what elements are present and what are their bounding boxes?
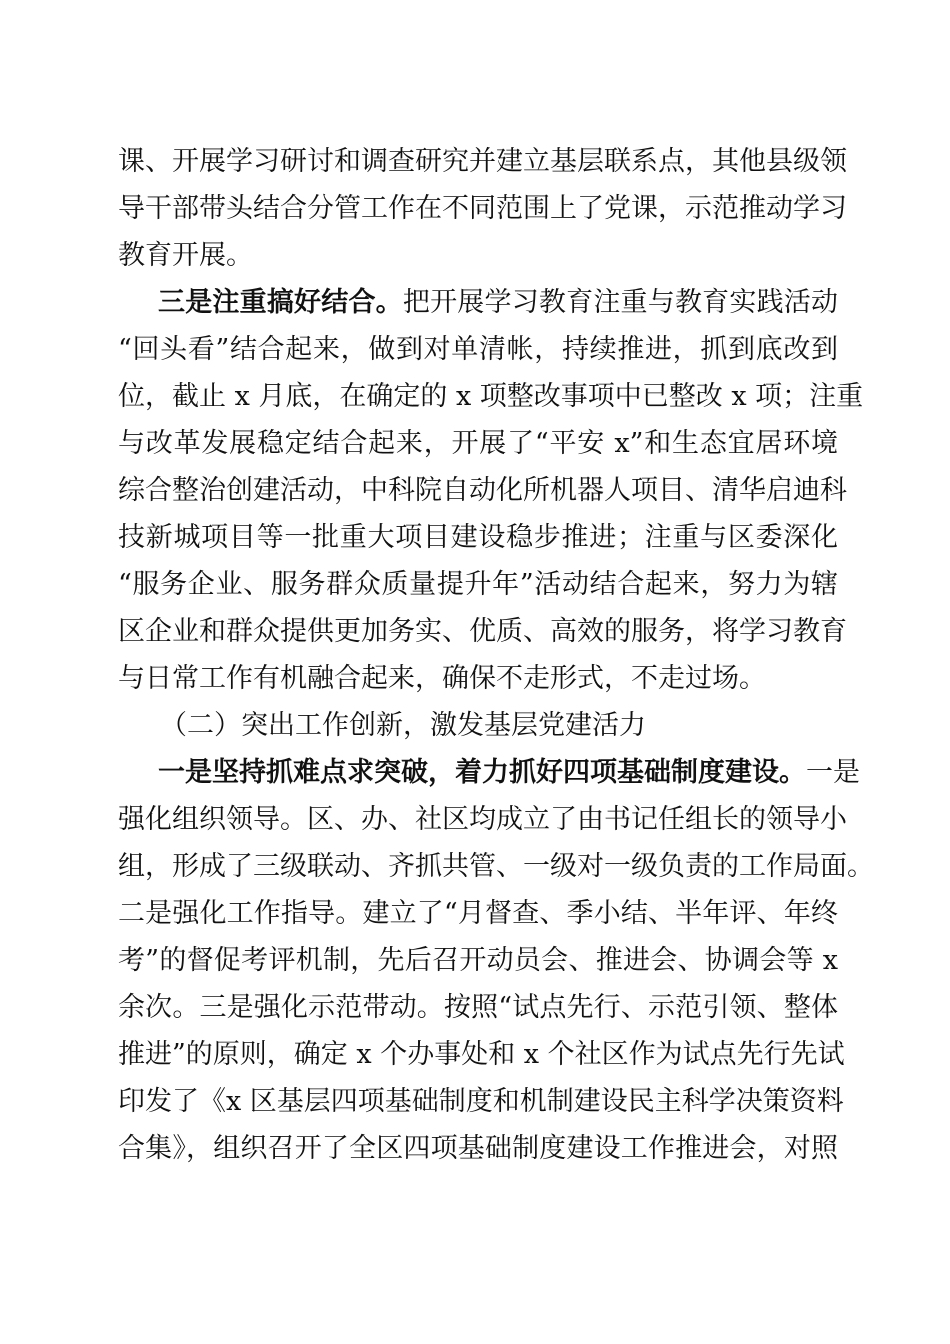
section-heading: （二）突出工作创新，激发基层党建活力 [160, 710, 646, 741]
paragraph-line: 技新城项目等一批重大项目建设稳步推进；注重与区委深化 [118, 522, 838, 553]
paragraph-line: 位，截止 x 月底，在确定的 x 项整改事项中已整改 x 项；注重 [118, 381, 864, 412]
paragraph-line: 余次。三是强化示范带动。按照“试点先行、示范引领、整体 [118, 992, 838, 1023]
paragraph-text: 一是 [806, 757, 860, 788]
paragraph-line: 二是强化工作指导。建立了“月督查、季小结、半年评、年终 [118, 898, 838, 929]
paragraph-lead: 一是坚持抓难点求突破，着力抓好四项基础制度建设。 [158, 757, 806, 788]
paragraph-lead: 三是注重搞好结合。 [158, 287, 403, 318]
paragraph-line: 课、开展学习研讨和调查研究并建立基层联系点，其他县级领 [118, 146, 847, 177]
paragraph-line: 与日常工作有机融合起来，确保不走形式，不走过场。 [118, 663, 766, 694]
paragraph-line: 推进”的原则，确定 x 个办事处和 x 个社区作为试点先行先试 [118, 1039, 845, 1070]
paragraph-line: 与改革发展稳定结合起来，开展了“平安 x”和生态宜居环境 [118, 428, 838, 459]
paragraph-first-line [158, 753, 860, 793]
paragraph-line: 考”的督促考评机制，先后召开动员会、推进会、协调会等 x [118, 945, 838, 976]
paragraph-line: 综合整治创建活动，中科院自动化所机器人项目、清华启迪科 [118, 475, 847, 506]
paragraph-line: 教育开展。 [118, 240, 253, 271]
paragraph-first-line [158, 283, 838, 323]
paragraph-line: “回头看”结合起来，做到对单清帐，持续推进，抓到底改到 [118, 334, 838, 365]
paragraph-line: 导干部带头结合分管工作在不同范围上了党课，示范推动学习 [118, 193, 847, 224]
paragraph-line: 强化组织领导。区、办、社区均成立了由书记任组长的领导小 [118, 804, 847, 835]
paragraph-line: 组，形成了三级联动、齐抓共管、一级对一级负责的工作局面。 [118, 851, 874, 882]
paragraph-line: 区企业和群众提供更加务实、优质、高效的服务，将学习教育 [118, 616, 847, 647]
paragraph-line: “服务企业、服务群众质量提升年”活动结合起来，努力为辖 [118, 569, 838, 600]
paragraph-line: 合集》，组织召开了全区四项基础制度建设工作推进会，对照 [118, 1133, 838, 1164]
paragraph-line: 印发了《x 区基层四项基础制度和机制建设民主科学决策资料 [118, 1086, 844, 1117]
paragraph-text: 把开展学习教育注重与教育实践活动 [402, 287, 838, 318]
